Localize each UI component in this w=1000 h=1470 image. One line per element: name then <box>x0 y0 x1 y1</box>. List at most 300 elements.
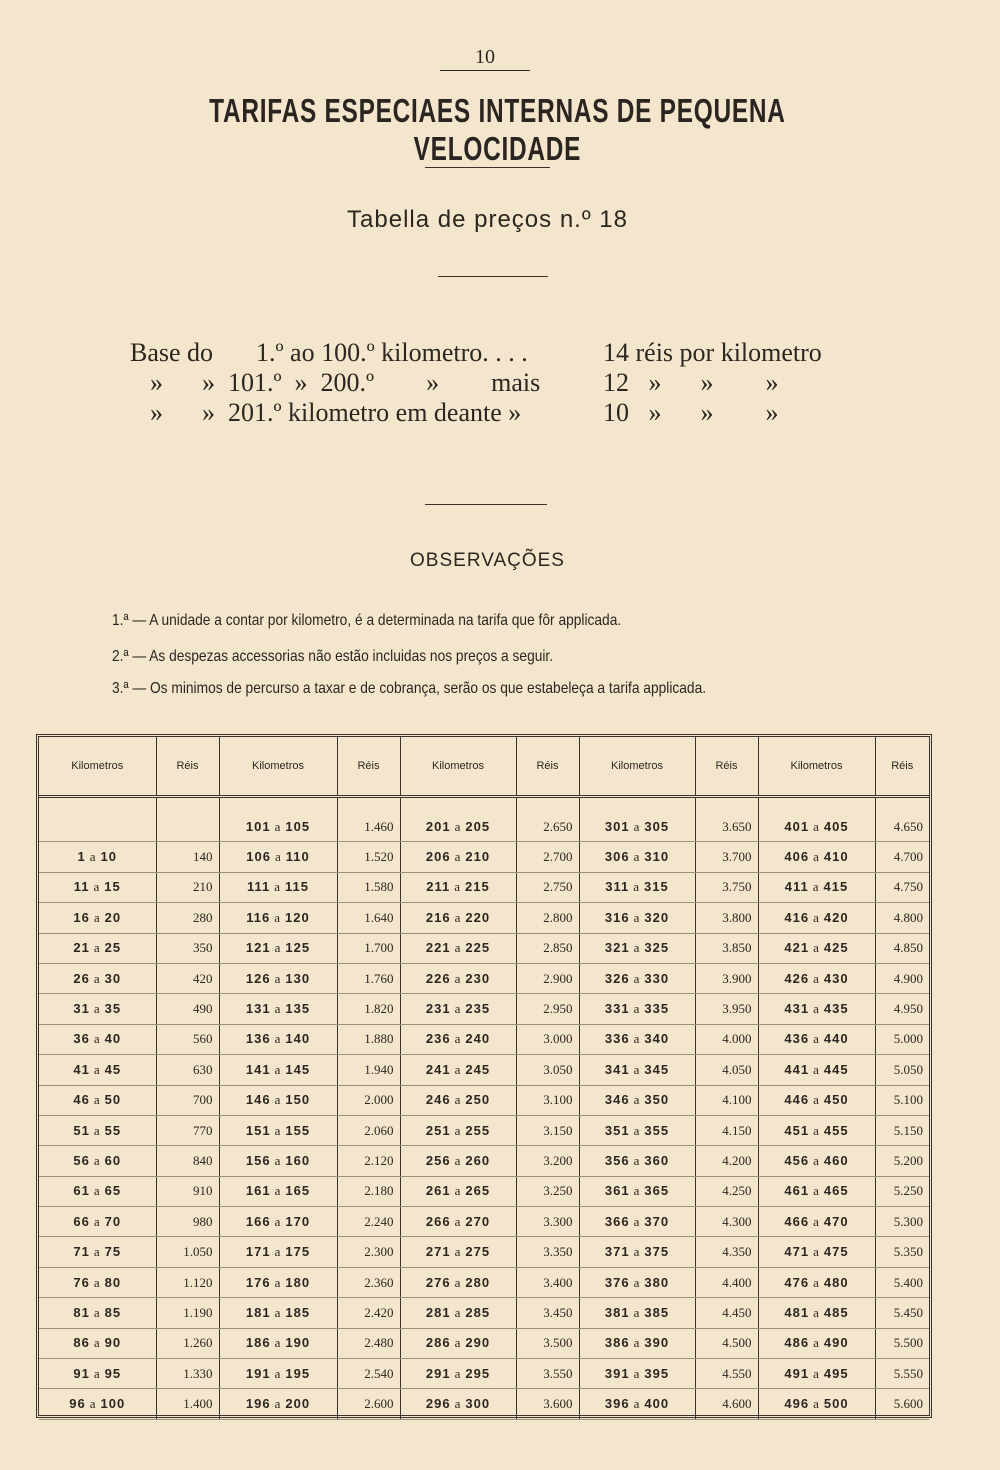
km-from: 356 <box>604 1152 630 1168</box>
price-cell: 5.550 <box>875 1359 929 1389</box>
km-from: 271 <box>425 1244 451 1260</box>
km-sep: a <box>454 1031 462 1047</box>
km-sep: a <box>274 879 282 895</box>
price-cell: 1.940 <box>337 1055 400 1085</box>
km-from: 326 <box>604 970 630 986</box>
km-from: 361 <box>604 1183 630 1199</box>
km-to: 35 <box>104 1001 122 1017</box>
km-from: 491 <box>784 1365 810 1381</box>
table-row <box>39 1267 929 1297</box>
price-cell: 4.800 <box>875 903 929 933</box>
km-sep: a <box>274 1213 282 1229</box>
km-to: 310 <box>644 849 670 865</box>
km-sep: a <box>454 1335 462 1351</box>
column-header-reis: Réis <box>337 737 400 797</box>
price-cell: 5.050 <box>875 1055 929 1085</box>
price-cell: 140 <box>156 842 219 872</box>
price-cell: 1.580 <box>337 872 400 902</box>
base-rate-col3: 1.º ao 100.º kilometro. . . . <box>256 338 528 367</box>
km-range-cell <box>219 903 337 933</box>
km-from: 301 <box>604 818 630 834</box>
km-range-cell <box>39 994 156 1024</box>
km-range-cell <box>400 1267 516 1297</box>
km-from: 136 <box>245 1031 271 1047</box>
column-header-kilometros: Kilometros <box>400 737 516 797</box>
km-sep: a <box>93 1274 101 1290</box>
price-cell: 3.750 <box>695 872 758 902</box>
km-to: 140 <box>285 1031 311 1047</box>
km-from: 206 <box>425 849 451 865</box>
km-to: 305 <box>644 818 670 834</box>
base-rates <box>130 338 870 428</box>
km-to: 80 <box>104 1274 122 1290</box>
price-cell: 4.550 <box>695 1359 758 1389</box>
km-range-cell <box>579 963 695 993</box>
km-range-cell <box>758 1055 875 1085</box>
km-range-cell <box>39 1267 156 1297</box>
km-to: 25 <box>104 940 122 956</box>
km-sep: a <box>274 1061 282 1077</box>
km-to: 460 <box>823 1152 849 1168</box>
km-to: 230 <box>465 970 491 986</box>
km-from: 106 <box>246 849 271 865</box>
km-to: 320 <box>644 909 670 925</box>
km-range-cell <box>39 842 156 872</box>
km-sep: a <box>633 1244 641 1260</box>
price-cell: 2.360 <box>337 1267 400 1297</box>
km-to: 45 <box>104 1061 122 1077</box>
km-sep: a <box>93 940 101 956</box>
table-row <box>39 1207 929 1237</box>
km-from: 116 <box>246 909 271 925</box>
km-sep: a <box>454 909 462 925</box>
km-range-cell <box>758 933 875 963</box>
km-range-cell <box>579 842 695 872</box>
km-to: 410 <box>823 849 849 865</box>
km-range-cell <box>758 1146 875 1176</box>
price-cell: 1.700 <box>337 933 400 963</box>
km-range-cell <box>39 1237 156 1267</box>
km-range-cell <box>579 1267 695 1297</box>
km-from: 166 <box>245 1213 271 1229</box>
price-cell: 5.200 <box>875 1146 929 1176</box>
price-cell: 1.050 <box>156 1237 219 1267</box>
table-row <box>39 812 929 842</box>
km-sep: a <box>633 970 641 986</box>
table-row <box>39 1146 929 1176</box>
km-to: 70 <box>104 1213 122 1229</box>
km-range-cell <box>219 1207 337 1237</box>
km-sep: a <box>454 1304 462 1320</box>
km-sep: a <box>633 1274 641 1290</box>
km-to: 15 <box>104 879 121 895</box>
km-from: 441 <box>784 1061 810 1077</box>
observations-title: OBSERVAÇÕES <box>410 550 565 571</box>
km-range-cell <box>758 842 875 872</box>
price-cell: 4.050 <box>695 1055 758 1085</box>
km-sep: a <box>274 1122 282 1138</box>
km-range-cell <box>219 1389 337 1419</box>
km-range-cell <box>579 1146 695 1176</box>
km-sep: a <box>813 1244 820 1260</box>
km-sep: a <box>633 1092 641 1108</box>
column-header-reis: Réis <box>156 737 219 797</box>
km-sep: a <box>454 970 462 986</box>
km-sep: a <box>274 909 282 925</box>
km-to: 415 <box>823 879 849 895</box>
km-range-cell <box>579 994 695 1024</box>
km-to: 280 <box>465 1274 491 1290</box>
price-cell: 2.700 <box>516 842 579 872</box>
km-from: 341 <box>604 1061 630 1077</box>
price-cell: 3.850 <box>695 933 758 963</box>
km-range-cell <box>758 963 875 993</box>
price-cell: 2.850 <box>516 933 579 963</box>
km-to: 115 <box>285 879 310 895</box>
price-cell: 2.800 <box>516 903 579 933</box>
km-sep: a <box>93 1304 101 1320</box>
price-cell: 2.900 <box>516 963 579 993</box>
km-from: 481 <box>784 1304 810 1320</box>
km-from: 281 <box>425 1304 451 1320</box>
km-from: 266 <box>425 1213 451 1229</box>
km-to: 240 <box>465 1031 491 1047</box>
km-from: 471 <box>784 1244 810 1260</box>
km-from: 121 <box>245 940 271 956</box>
price-cell: 5.100 <box>875 1085 929 1115</box>
km-from: 376 <box>604 1274 630 1290</box>
km-sep: a <box>633 1335 641 1351</box>
km-from: 386 <box>604 1335 630 1351</box>
km-to: 430 <box>823 970 849 986</box>
price-cell: 5.400 <box>875 1267 929 1297</box>
table-row <box>39 1024 929 1054</box>
km-from: 241 <box>425 1061 451 1077</box>
km-to: 200 <box>285 1396 311 1412</box>
km-to: 345 <box>644 1061 670 1077</box>
km-sep: a <box>93 970 101 986</box>
km-range-cell <box>758 1359 875 1389</box>
price-cell: 1.520 <box>337 842 400 872</box>
km-from: 156 <box>245 1152 271 1168</box>
column-header-kilometros: Kilometros <box>219 737 337 797</box>
price-cell: 4.350 <box>695 1237 758 1267</box>
price-cell: 4.200 <box>695 1146 758 1176</box>
km-from: 176 <box>245 1274 271 1290</box>
km-to: 235 <box>465 1001 491 1017</box>
km-sep: a <box>813 1001 820 1017</box>
km-from: 181 <box>245 1304 271 1320</box>
km-range-cell <box>758 1024 875 1054</box>
price-cell: 5.250 <box>875 1176 929 1206</box>
column-header-reis: Réis <box>516 737 579 797</box>
km-to: 50 <box>104 1092 122 1108</box>
km-range-cell <box>758 903 875 933</box>
price-cell: 2.420 <box>337 1298 400 1328</box>
km-from: 61 <box>73 1183 90 1199</box>
km-to: 470 <box>823 1213 849 1229</box>
km-sep: a <box>274 1031 282 1047</box>
km-to: 350 <box>644 1092 670 1108</box>
km-sep: a <box>274 1244 282 1260</box>
price-cell: 2.180 <box>337 1176 400 1206</box>
km-range-cell <box>219 994 337 1024</box>
km-to: 370 <box>644 1213 670 1229</box>
observation-item: 2.ª — As despezas accessorias não estão incluidas nos preços a seguir. <box>112 648 554 665</box>
km-sep: a <box>633 1396 641 1412</box>
km-sep: a <box>813 1274 820 1290</box>
price-cell: 2.650 <box>516 812 579 842</box>
km-range-cell <box>758 1298 875 1328</box>
km-range-cell <box>39 933 156 963</box>
price-table <box>36 734 932 1418</box>
km-to: 315 <box>644 879 669 895</box>
km-sep: a <box>93 1122 101 1138</box>
km-from: 46 <box>73 1092 90 1108</box>
km-from: 111 <box>246 879 271 895</box>
km-sep: a <box>633 1031 641 1047</box>
table-header-row <box>39 737 929 797</box>
km-from: 226 <box>425 970 451 986</box>
price-cell: 700 <box>156 1085 219 1115</box>
km-range-cell <box>219 1055 337 1085</box>
km-from: 161 <box>245 1183 271 1199</box>
km-to: 265 <box>465 1183 491 1199</box>
km-to: 260 <box>465 1152 491 1168</box>
km-range-cell <box>579 1055 695 1085</box>
table-row <box>39 1328 929 1358</box>
price-cell: 4.000 <box>695 1024 758 1054</box>
km-to: 395 <box>644 1365 670 1381</box>
km-range-cell <box>400 963 516 993</box>
price-cell: 3.200 <box>516 1146 579 1176</box>
km-range-cell <box>219 963 337 993</box>
price-cell: 3.400 <box>516 1267 579 1297</box>
km-sep: a <box>633 1365 641 1381</box>
km-sep: a <box>633 940 641 956</box>
km-sep: a <box>93 1244 101 1260</box>
price-cell: 1.640 <box>337 903 400 933</box>
km-sep: a <box>813 1152 820 1168</box>
km-sep: a <box>633 1183 641 1199</box>
km-sep: a <box>274 1335 282 1351</box>
price-cell: 3.500 <box>516 1328 579 1358</box>
km-sep: a <box>813 1304 820 1320</box>
table-row <box>39 1298 929 1328</box>
base-rate-row <box>130 398 870 428</box>
km-from: 16 <box>73 909 90 925</box>
km-from: 196 <box>245 1396 271 1412</box>
km-range-cell <box>400 1328 516 1358</box>
km-to: 365 <box>644 1183 670 1199</box>
km-to: 30 <box>104 970 122 986</box>
price-cell: 5.000 <box>875 1024 929 1054</box>
km-range-cell <box>579 933 695 963</box>
price-cell: 4.700 <box>875 842 929 872</box>
km-to: 440 <box>823 1031 849 1047</box>
km-to: 145 <box>285 1061 311 1077</box>
km-sep: a <box>274 1304 282 1320</box>
km-from: 146 <box>245 1092 271 1108</box>
km-to: 65 <box>104 1183 122 1199</box>
column-header-reis: Réis <box>875 737 929 797</box>
km-to: 160 <box>285 1152 311 1168</box>
km-to: 10 <box>100 849 117 865</box>
km-sep: a <box>274 940 282 956</box>
column-header-reis: Réis <box>695 737 758 797</box>
km-to: 330 <box>644 970 670 986</box>
price-cell: 2.120 <box>337 1146 400 1176</box>
table-row <box>39 994 929 1024</box>
km-sep: a <box>274 1001 282 1017</box>
price-cell: 280 <box>156 903 219 933</box>
km-from: 371 <box>604 1244 630 1260</box>
km-from: 391 <box>604 1365 630 1381</box>
km-sep: a <box>813 1122 820 1138</box>
km-to: 220 <box>465 909 491 925</box>
km-from: 311 <box>605 879 630 895</box>
base-rate-col4: 10 » » » <box>603 398 779 427</box>
km-to: 480 <box>823 1274 849 1290</box>
price-cell: 3.150 <box>516 1115 579 1145</box>
km-from: 446 <box>784 1092 810 1108</box>
table-row <box>39 1359 929 1389</box>
base-rate-col3: 201.º kilometro em deante » <box>228 398 522 427</box>
km-from: 91 <box>73 1365 90 1381</box>
km-from: 171 <box>245 1244 271 1260</box>
column-header-kilometros: Kilometros <box>579 737 695 797</box>
price-cell: 3.300 <box>516 1207 579 1237</box>
km-to: 40 <box>104 1031 122 1047</box>
km-sep: a <box>813 970 820 986</box>
km-sep: a <box>454 1274 462 1290</box>
km-from: 211 <box>426 879 451 895</box>
km-from: 56 <box>73 1152 90 1168</box>
km-sep: a <box>89 1396 97 1412</box>
km-to: 340 <box>644 1031 670 1047</box>
km-to: 170 <box>285 1213 311 1229</box>
km-range-cell <box>39 1176 156 1206</box>
km-sep: a <box>813 909 820 925</box>
km-sep: a <box>93 1183 101 1199</box>
km-from: 76 <box>73 1274 90 1290</box>
km-to: 135 <box>285 1001 311 1017</box>
km-sep: a <box>93 1092 101 1108</box>
km-range-cell <box>400 1115 516 1145</box>
km-to: 475 <box>823 1244 849 1260</box>
km-sep: a <box>93 1335 101 1351</box>
column-header-kilometros: Kilometros <box>758 737 875 797</box>
km-range-cell <box>579 1176 695 1206</box>
table-body <box>39 797 929 1420</box>
km-range-cell <box>758 872 875 902</box>
km-from: 246 <box>425 1092 451 1108</box>
km-from: 256 <box>425 1152 451 1168</box>
divider <box>425 167 550 168</box>
km-range-cell <box>579 1207 695 1237</box>
km-sep: a <box>454 1122 462 1138</box>
km-sep: a <box>813 1092 820 1108</box>
price-cell: 5.600 <box>875 1389 929 1419</box>
km-from: 216 <box>425 909 451 925</box>
km-from: 466 <box>784 1213 810 1229</box>
price-cell: 210 <box>156 872 219 902</box>
price-cell: 3.600 <box>516 1389 579 1419</box>
km-range-cell <box>219 1298 337 1328</box>
km-range-cell <box>219 812 337 842</box>
table-row <box>39 842 929 872</box>
km-from: 346 <box>604 1092 630 1108</box>
km-sep: a <box>813 1183 820 1199</box>
price-cell: 5.450 <box>875 1298 929 1328</box>
km-sep: a <box>633 1213 641 1229</box>
km-sep: a <box>454 1092 462 1108</box>
km-to: 150 <box>285 1092 311 1108</box>
km-sep: a <box>93 1213 101 1229</box>
km-from: 96 <box>69 1396 86 1412</box>
km-range-cell <box>579 1389 695 1419</box>
km-to: 85 <box>104 1304 122 1320</box>
km-range-cell <box>758 1267 875 1297</box>
km-sep: a <box>454 879 462 895</box>
observation-item: 3.ª — Os minimos de percurso a taxar e de cobrança, serão os que estabeleça a tarifa applicada. <box>112 680 707 697</box>
km-range-cell <box>579 903 695 933</box>
price-cell: 3.250 <box>516 1176 579 1206</box>
price-cell: 4.450 <box>695 1298 758 1328</box>
km-sep: a <box>89 849 97 865</box>
km-to: 490 <box>823 1335 849 1351</box>
km-to: 375 <box>644 1244 670 1260</box>
km-sep: a <box>454 1244 462 1260</box>
km-to: 450 <box>823 1092 849 1108</box>
km-range-cell <box>219 1328 337 1358</box>
km-from: 366 <box>604 1213 630 1229</box>
km-sep: a <box>454 849 462 865</box>
base-rate-col2: » <box>202 368 215 397</box>
price-cell: 3.650 <box>695 812 758 842</box>
km-from: 336 <box>604 1031 630 1047</box>
table-row <box>39 872 929 902</box>
km-to: 355 <box>644 1122 670 1138</box>
km-sep: a <box>454 1061 462 1077</box>
km-range-cell <box>400 933 516 963</box>
km-range-cell <box>219 1115 337 1145</box>
price-cell: 2.600 <box>337 1389 400 1419</box>
km-from: 431 <box>784 1001 810 1017</box>
km-to: 55 <box>104 1122 122 1138</box>
km-to: 255 <box>465 1122 491 1138</box>
km-range-cell <box>579 1359 695 1389</box>
km-range-cell <box>39 1115 156 1145</box>
price-cell: 3.450 <box>516 1298 579 1328</box>
km-sep: a <box>93 1152 101 1168</box>
km-from: 321 <box>604 940 630 956</box>
km-to: 90 <box>104 1335 122 1351</box>
km-range-cell <box>219 1085 337 1115</box>
km-to: 250 <box>465 1092 491 1108</box>
km-to: 110 <box>285 849 310 865</box>
price-cell: 3.550 <box>516 1359 579 1389</box>
price-cell: 5.300 <box>875 1207 929 1237</box>
km-from: 201 <box>425 818 451 834</box>
base-rate-row <box>130 338 870 368</box>
price-cell: 4.100 <box>695 1085 758 1115</box>
price-cell: 4.600 <box>695 1389 758 1419</box>
km-range-cell <box>219 1176 337 1206</box>
price-cell: 3.700 <box>695 842 758 872</box>
km-sep: a <box>454 1396 462 1412</box>
km-to: 205 <box>465 818 491 834</box>
